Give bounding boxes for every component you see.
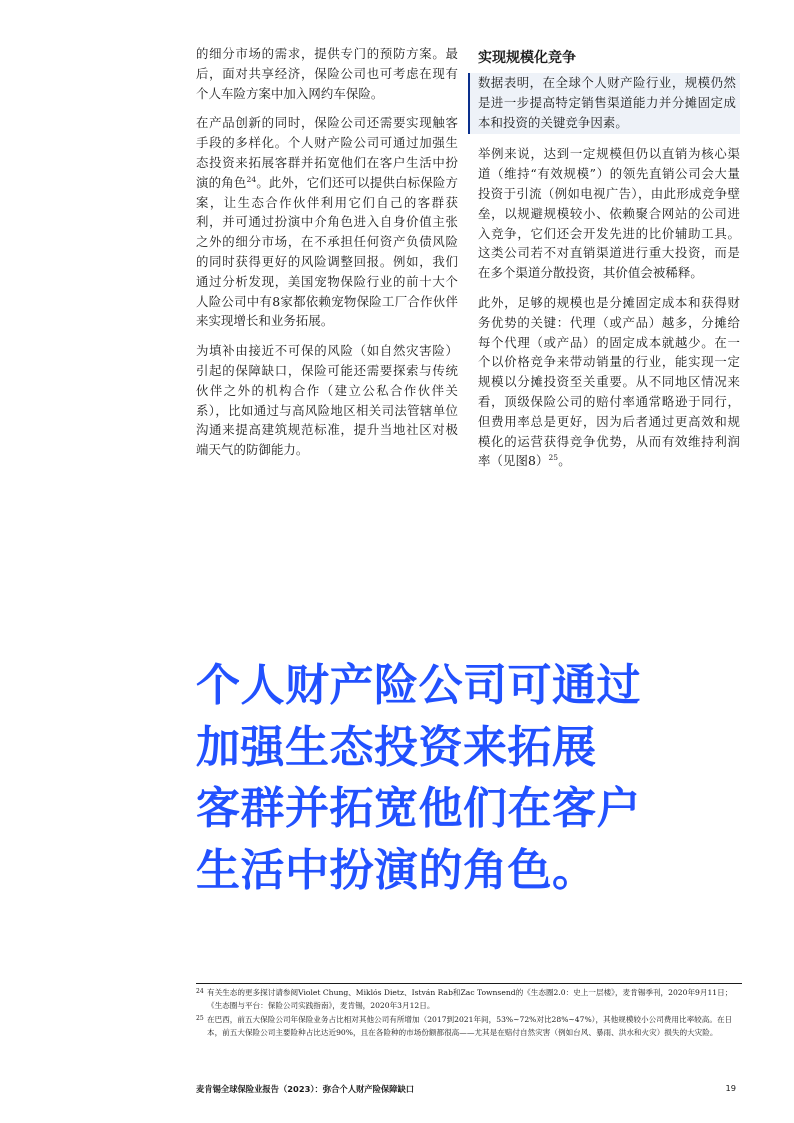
paragraph-text: 此外，足够的规模也是分摊固定成本和获得财务优势的关键：代理（或产品）越多，分摊给每个代理（或产品）的固定成本就越少。在一个以价格竞争来带动销量的行业，能实现一定规模以分摊投资至关重要。从不同地区情况来看，顶级保险公司的赔付率通常略逊于同行，但费用率总是更好，因为后者通过更高效和规模化的运营获得竞争优势，从而有效维持利润率（见图8） (478, 294, 740, 469)
paragraph-text: 。 (558, 453, 571, 469)
pull-quote-line: 加强生态投资来拓展 (196, 721, 597, 773)
footer-title: 麦肯锡全球保险业报告（2023）：弥合个人财产险保障缺口 (196, 1084, 415, 1094)
footnote-number: 25 (196, 1015, 204, 1022)
pull-quote-line: 客群并拓宽他们在客户 (196, 783, 641, 834)
highlight-box (468, 73, 740, 134)
paragraph-text: 在产品创新的同时，保险公司还需要实现触客手段的多样化。个人财产险公司可通过加强生态投资来拓展客群并拓宽他们在客户生活中扮演的角色 (196, 115, 458, 190)
page-number: 19 (725, 1083, 736, 1093)
footnote-ref[interactable]: 25 (548, 453, 559, 463)
right-column (478, 44, 740, 481)
footnote (196, 1014, 742, 1039)
paragraph-text: 。此外，它们还可以提供白标保险方案，让生态合作伙伴利用它们自己的客群获利，并可通过扮演中介角色进入自身价值主张之外的细分市场，在不承担任何资产负债风险的同时获得更好的风险调整回报。例如，我们通过分析发现，美国宠物保险行业的前十大个人险公司中有8家都依赖宠物保险工厂合作伙伴来实现增长和业务拓展。 (196, 174, 458, 329)
pull-quote (196, 655, 716, 901)
footnote-ref[interactable]: 24 (246, 174, 257, 184)
body-paragraph: 举例来说，达到一定规模但仍以直销为核心渠道（维持“有效规模”）的领先直销公司会大量投资于引流（例如电视广告），由此形成竞争壁垒，以规避规模较小、依赖聚合网站的公司进入竞争，它们还会开发先进的比价辅助工具。这类公司若不对直销渠道进行重大投资，而是在多个渠道分散投资，其价值会被稀释。 (478, 146, 740, 281)
body-paragraph (478, 293, 740, 471)
footnote-text: 有关生态的更多探讨请参阅Violet Chung、Miklós Dietz、István Rab和Zac Townsend的《生态圈2.0：史上一层楼》，麦肯锡季刊，2020年9月11日；《生态圈与平台：保险公司实践指南》，麦肯锡，2020年3月12日。 (207, 988, 733, 1010)
page-footer (196, 1083, 742, 1097)
footnotes (196, 983, 742, 1041)
body-paragraph: 的细分市场的需求，提供专门的预防方案。最后，面对共享经济，保险公司也可考虑在现有个人车险方案中加入网约车保险。 (196, 46, 458, 101)
footnote (196, 987, 742, 1012)
footnote-text: 在巴西，前五大保险公司年保险业务占比相对其他公司有所增加（2017到2021年间，53%~72%对比28%~47%），其他规模较小公司费用比率较高。在日本，前五大保险公司主要险种占比达近90%，且在各险种的市场份额都很高——尤其是在赔付自然灾害（例如台风、暴雨、洪水和火灾）损失的大灾险。 (207, 1015, 733, 1037)
section-heading: 实现规模化竞争 (478, 50, 576, 66)
intro-paragraph: 数据表明，在全球个人财产险行业，规模仍然是进一步提高特定销售渠道能力并分摊固定成本和投资的关键竞争因素。 (478, 75, 736, 130)
left-column (196, 44, 458, 470)
footnote-number: 24 (196, 988, 204, 995)
pull-quote-line: 生活中扮演的角色。 (196, 844, 597, 896)
pull-quote-line: 个人财产险公司可通过 (196, 660, 641, 711)
body-paragraph: 为填补由接近不可保的风险（如自然灾害险）引起的保障缺口，保险可能还需要探索与传统伙伴之外的机构合作（建立公私合作伙伴关系），比如通过与高风险地区相关司法管辖单位沟通来提高建筑规范标准，提升当地社区对极端天气的防御能力。 (196, 343, 458, 458)
body-paragraph (196, 113, 458, 331)
